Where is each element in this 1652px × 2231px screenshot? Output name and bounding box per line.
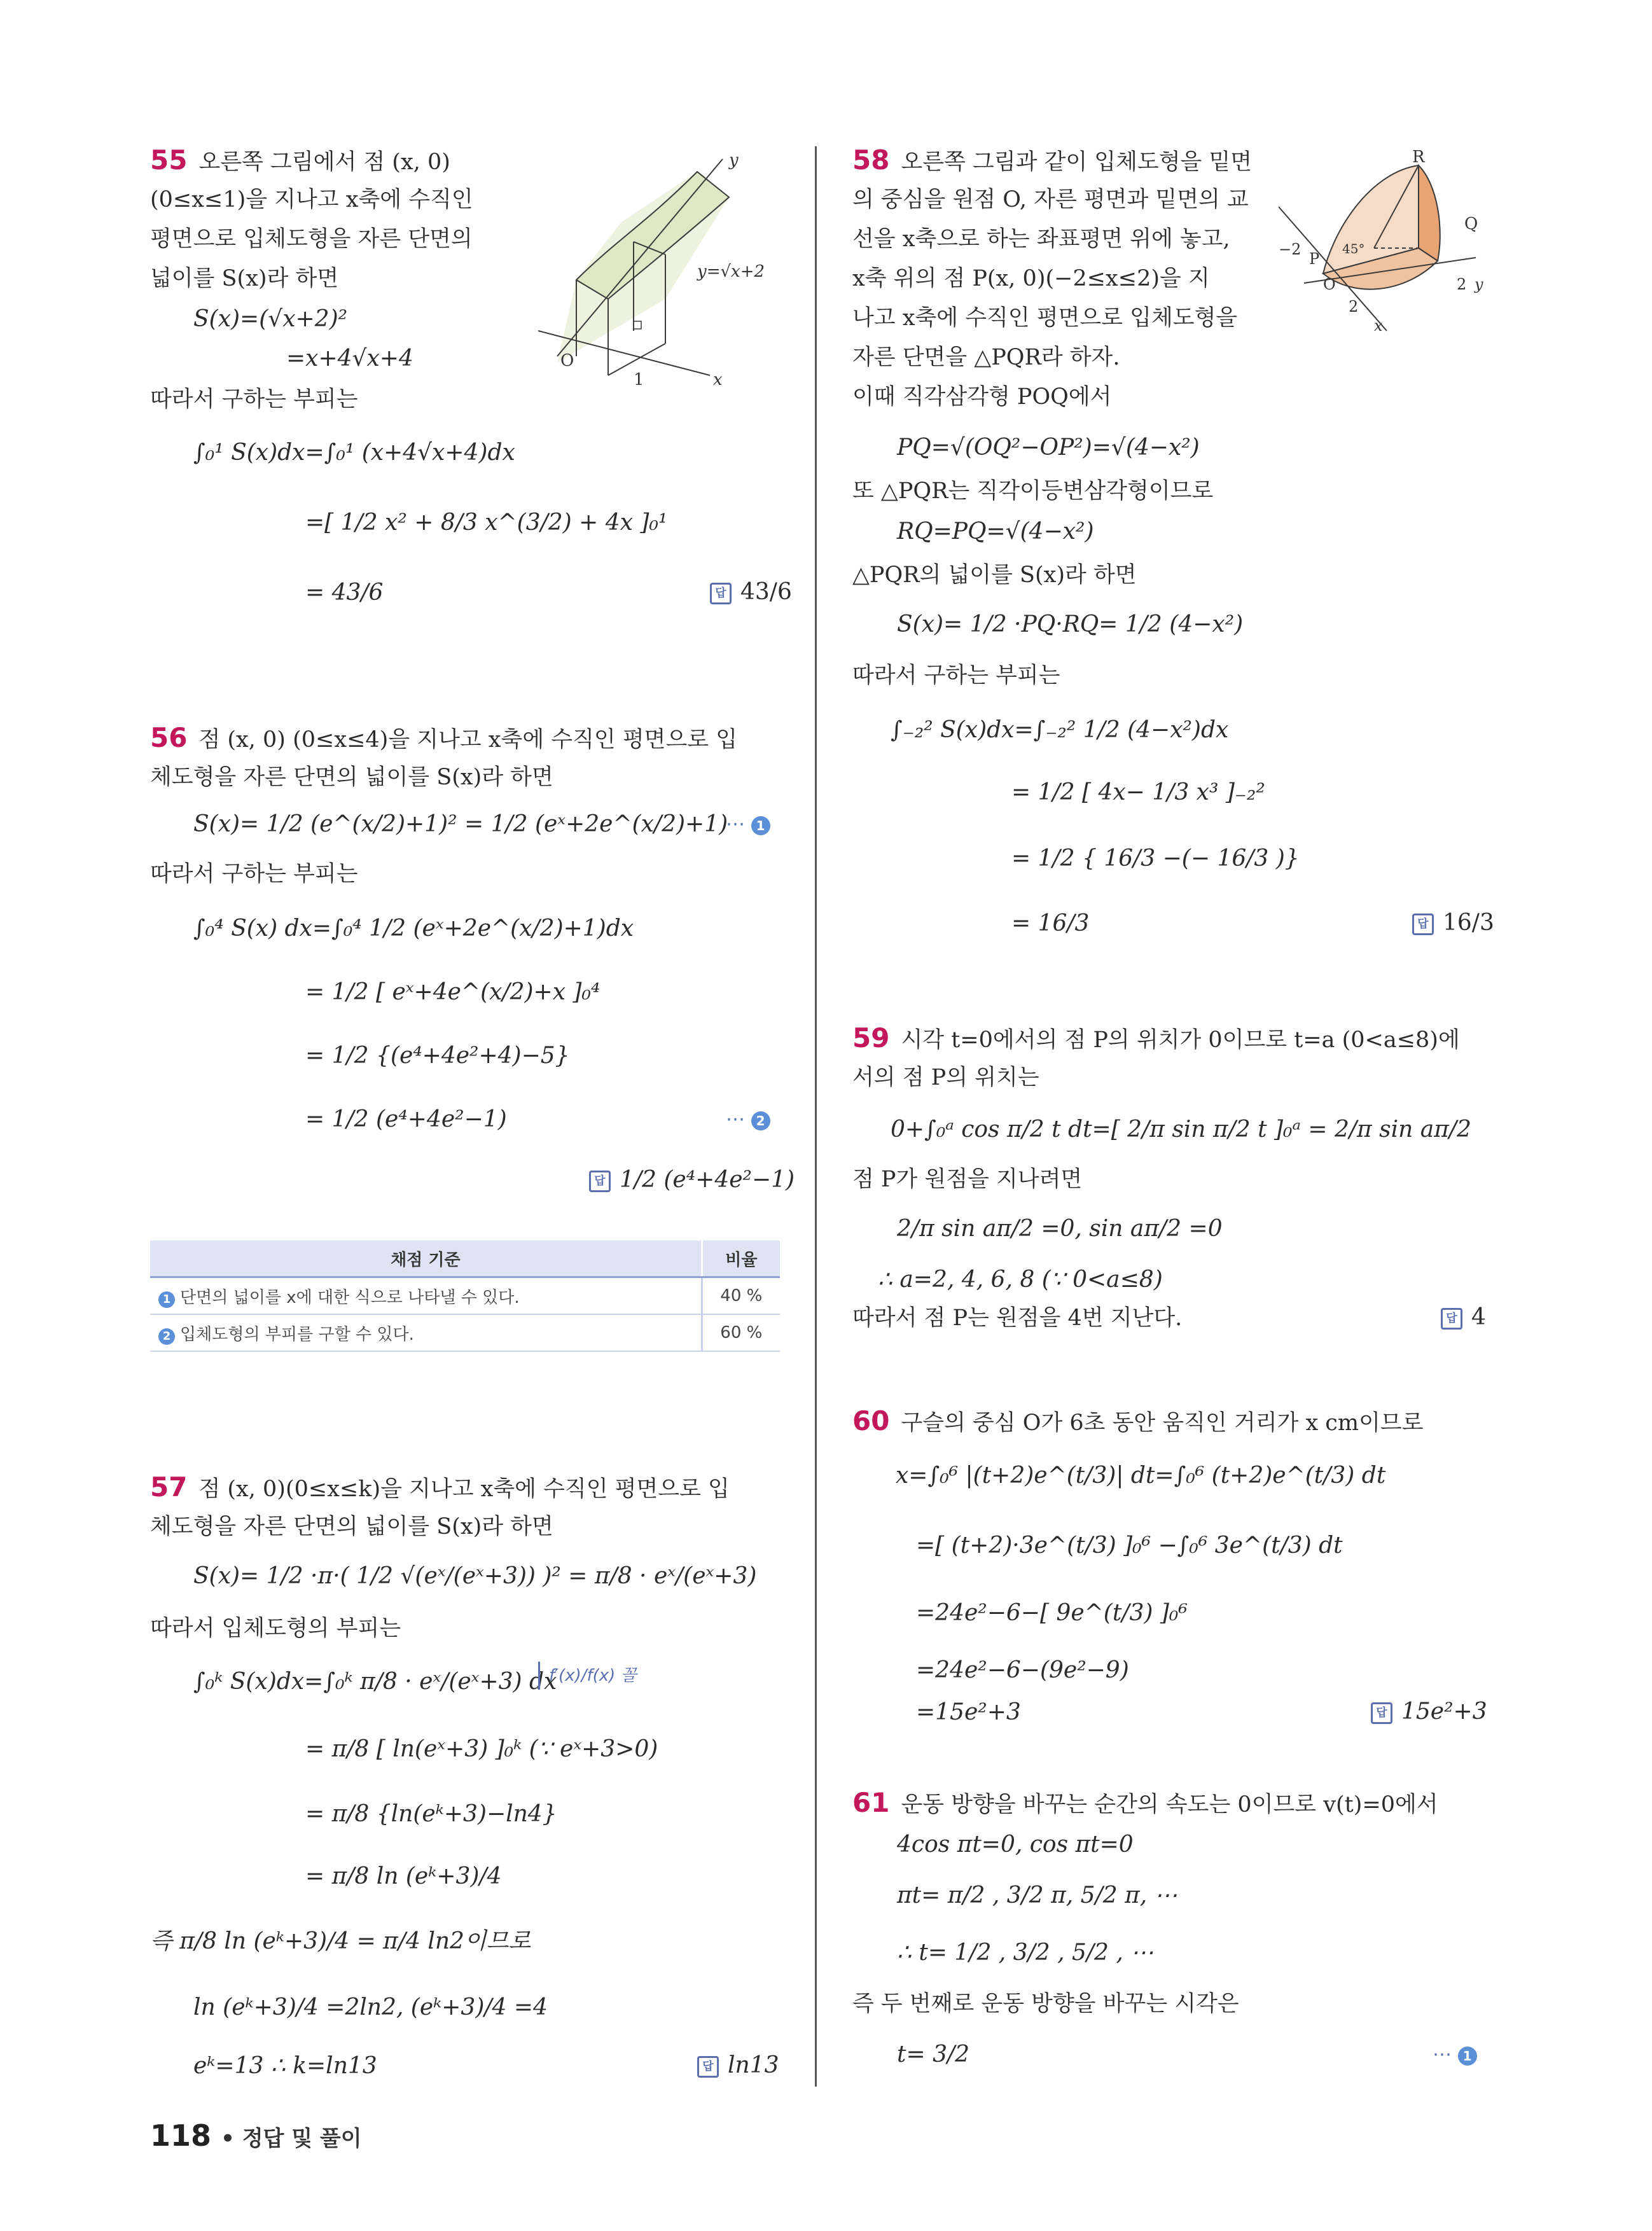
figure-label: R [1412, 148, 1425, 167]
step-marker: ⋯ 1 [726, 810, 770, 838]
answer [710, 579, 792, 605]
math-line: S(x)= 1/2 (e^(x/2)+1)² = 1/2 (eˣ+2e^(x/2)+1) [193, 811, 728, 837]
grading-criterion: 2 입체도형의 부피를 구할 수 있다. [150, 1314, 702, 1351]
math-line: t= 3/2 [897, 2041, 970, 2068]
page-footer [150, 2118, 362, 2153]
figure-label: x [1374, 317, 1383, 335]
math-line: eᵏ=13 ∴ k=ln13 [193, 2053, 377, 2079]
footer-title: • 정답 및 풀이 [221, 2126, 362, 2151]
math-line: ∫₀ᵏ S(x)dx=∫₀ᵏ π/8 · eˣ/(eˣ+3) dx [193, 1669, 557, 1695]
page-number: 118 [150, 2118, 212, 2153]
figure-label: y [1475, 275, 1483, 293]
math-line: ∫₀⁴ S(x) dx=∫₀⁴ 1/2 (eˣ+2e^(x/2)+1)dx [193, 915, 634, 942]
step-marker: ⋯ 1 [1433, 2041, 1477, 2069]
answer [589, 1167, 795, 1193]
grading-criterion: 1 단면의 넓이를 x에 대한 식으로 나타낼 수 있다. [150, 1277, 702, 1315]
answer-icon: 답 [710, 583, 732, 604]
answer [697, 2052, 779, 2078]
text-line: 점 (x, 0)(0≤x≤k)을 지나고 x축에 수직인 평면으로 입 [198, 1477, 730, 1502]
math-line: πt= π/2 , 3/2 π, 5/2 π, ⋯ [897, 1882, 1177, 1908]
figure-label: P [1309, 250, 1320, 268]
solid-figure-58 [1279, 146, 1489, 337]
math-line: = π/8 {ln(eᵏ+3)−ln4} [305, 1801, 557, 1827]
math-line: S(x)=(√x+2)² [193, 306, 348, 332]
grading-table [150, 1241, 780, 1352]
table-row [150, 1314, 780, 1351]
math-line: =24e²−6−(9e²−9) [916, 1657, 1129, 1683]
figure-label: O [1323, 275, 1336, 293]
figure-label: Q [1464, 214, 1478, 233]
answer [1441, 1304, 1486, 1330]
table-row [150, 1277, 780, 1315]
text-line: 운동 방향을 바꾸는 순간의 속도는 0이므로 v(t)=0에서 [901, 1792, 1438, 1817]
text-line: 따라서 입체도형의 부피는 [150, 1616, 401, 1641]
math-line: 즉 π/8 ln (eᵏ+3)/4 = π/4 ln2이므로 [150, 1928, 531, 1954]
text-line: 또 △PQR는 직각이등변삼각형이므로 [852, 478, 1214, 504]
problem-number: 60 [852, 1405, 890, 1436]
text-line: 의 중심을 원점 O, 자른 평면과 밑면의 교 [852, 187, 1249, 212]
figure-label: x [713, 370, 723, 388]
step-marker: ⋯ 2 [726, 1106, 770, 1134]
answer-icon: 답 [589, 1171, 611, 1192]
math-line: S(x)= 1/2 ·PQ·RQ= 1/2 (4−x²) [897, 611, 1244, 637]
text-line: 오른쪽 그림에서 점 (x, 0) [198, 149, 450, 175]
grading-header-ratio: 비율 [702, 1241, 780, 1277]
figure-label: y=√x+2 [697, 262, 765, 281]
answer-value: 4 [1471, 1304, 1486, 1330]
grading-ratio: 40 % [702, 1277, 780, 1315]
problem-number: 58 [852, 144, 890, 176]
math-line: ∴ t= 1/2 , 3/2 , 5/2 , ⋯ [897, 1940, 1154, 1966]
text-line: 서의 점 P의 위치는 [852, 1065, 1039, 1090]
text-line: 넓이를 S(x)라 하면 [150, 266, 339, 291]
math-line: = 1/2 { 16/3 −(− 16/3 )} [1011, 845, 1300, 872]
figure-label: y [729, 151, 739, 170]
text-line: 평면으로 입체도형을 자른 단면의 [150, 226, 473, 252]
figure-label: −2 [1279, 240, 1301, 258]
answer-value: 16/3 [1443, 910, 1494, 936]
text-line: 따라서 구하는 부피는 [150, 861, 358, 887]
math-line: = 1/2 {(e⁴+4e²+4)−5} [305, 1043, 570, 1069]
text-line: 따라서 구하는 부피는 [150, 387, 358, 412]
hint-note: f′(x)/f(x) 꼴 [538, 1662, 637, 1690]
problem-number: 59 [852, 1022, 890, 1053]
math-line: =x+4√x+4 [286, 345, 413, 372]
problem-number: 55 [150, 144, 188, 176]
math-line: PQ=√(OQ²−OP²)=√(4−x²) [897, 434, 1200, 461]
math-line: = π/8 [ ln(eˣ+3) ]₀ᵏ (∵ eˣ+3>0) [305, 1736, 658, 1762]
text-line: x축 위의 점 P(x, 0)(−2≤x≤2)을 지 [852, 266, 1210, 291]
problem-number: 56 [150, 722, 188, 753]
math-line: = 1/2 [ 4x− 1/3 x³ ]₋₂² [1011, 779, 1265, 805]
grading-header-criterion: 채점 기준 [150, 1241, 702, 1277]
math-line: 4cos πt=0, cos πt=0 [897, 1831, 1134, 1858]
math-line: ∫₋₂² S(x)dx=∫₋₂² 1/2 (4−x²)dx [891, 717, 1229, 743]
figure-label: 1 [634, 370, 644, 388]
math-line: =[ (t+2)·3e^(t/3) ]₀⁶ −∫₀⁶ 3e^(t/3) dt [916, 1533, 1343, 1559]
text-line: △PQR의 넓이를 S(x)라 하면 [852, 562, 1137, 588]
figure-label: 2 [1457, 275, 1467, 293]
math-line: =24e²−6−[ 9e^(t/3) ]₀⁶ [916, 1600, 1188, 1626]
grading-ratio: 60 % [702, 1314, 780, 1351]
problem-number: 61 [852, 1787, 890, 1818]
math-line: x=∫₀⁶ |(t+2)e^(t/3)| dt=∫₀⁶ (t+2)e^(t/3) dt [896, 1463, 1386, 1489]
math-line: = 16/3 [1011, 910, 1090, 936]
text-line: (0≤x≤1)을 지나고 x축에 수직인 [150, 187, 473, 212]
math-line: S(x)= 1/2 ·π·( 1/2 √(eˣ/(eˣ+3)) )² = π/8 · eˣ/(eˣ+3) [193, 1563, 757, 1589]
answer-icon: 답 [1412, 914, 1434, 935]
text-line: 나고 x축에 수직인 평면으로 입체도형을 [852, 305, 1238, 331]
column-divider [815, 146, 817, 2087]
answer-value: ln13 [728, 2052, 779, 2078]
math-line: = π/8 ln (eᵏ+3)/4 [305, 1863, 502, 1889]
answer-icon: 답 [1441, 1308, 1462, 1330]
answer-icon: 답 [697, 2056, 719, 2078]
text-line: 시각 t=0에서의 점 P의 위치가 0이므로 t=a (0<a≤8)에 [901, 1027, 1460, 1053]
answer-value: 43/6 [740, 579, 792, 605]
figure-label: 2 [1349, 298, 1359, 316]
math-line: 0+∫₀ᵃ cos π/2 t dt=[ 2/π sin π/2 t ]₀ᵃ = 2/π sin aπ/2 [891, 1116, 1471, 1143]
math-line: = 1/2 [ eˣ+4e^(x/2)+x ]₀⁴ [305, 979, 600, 1005]
math-line: RQ=PQ=√(4−x²) [897, 518, 1094, 545]
text-line: 체도형을 자른 단면의 넓이를 S(x)라 하면 [150, 765, 553, 790]
text-line: 따라서 구하는 부피는 [852, 663, 1060, 688]
math-line: = 1/2 (e⁴+4e²−1) [305, 1106, 507, 1132]
math-line: = 43/6 [305, 580, 384, 606]
text-line: 구슬의 중심 O가 6초 동안 움직인 거리가 x cm이므로 [901, 1410, 1424, 1436]
text-line: 따라서 점 P는 원점을 4번 지난다. [852, 1305, 1183, 1331]
answer-icon: 답 [1371, 1702, 1392, 1724]
answer [1412, 910, 1494, 936]
math-line: ∴ a=2, 4, 6, 8 (∵ 0<a≤8) [878, 1267, 1163, 1293]
figure-label: 45° [1342, 241, 1365, 256]
math-line: =15e²+3 [916, 1699, 1021, 1725]
answer [1371, 1699, 1487, 1725]
math-line: =[ 1/2 x² + 8/3 x^(3/2) + 4x ]₀¹ [305, 510, 668, 536]
text-line: 자른 단면을 △PQR라 하자. [852, 345, 1120, 370]
text-line: 오른쪽 그림과 같이 입체도형을 밑면 [901, 149, 1253, 175]
text-line: 점 P가 원점을 지나려면 [852, 1167, 1083, 1192]
text-line: 이때 직각삼각형 POQ에서 [852, 384, 1112, 410]
math-line: 2/π sin aπ/2 =0, sin aπ/2 =0 [897, 1216, 1223, 1242]
figure-label: O [560, 351, 574, 370]
math-line: ln (eᵏ+3)/4 =2ln2, (eᵏ+3)/4 =4 [193, 1994, 548, 2020]
solid-figure-55 [538, 146, 793, 388]
math-line: ∫₀¹ S(x)dx=∫₀¹ (x+4√x+4)dx [193, 440, 515, 466]
answer-value: 1/2 (e⁴+4e²−1) [620, 1167, 795, 1193]
text-line: 즉 두 번째로 운동 방향을 바꾸는 시각은 [852, 1991, 1239, 2017]
answer-value: 15e²+3 [1401, 1699, 1487, 1725]
text-line: 선을 x축으로 하는 좌표평면 위에 놓고, [852, 226, 1230, 252]
text-line: 점 (x, 0) (0≤x≤4)을 지나고 x축에 수직인 평면으로 입 [198, 727, 738, 753]
problem-number: 57 [150, 1471, 188, 1503]
text-line: 체도형을 자른 단면의 넓이를 S(x)라 하면 [150, 1514, 553, 1539]
